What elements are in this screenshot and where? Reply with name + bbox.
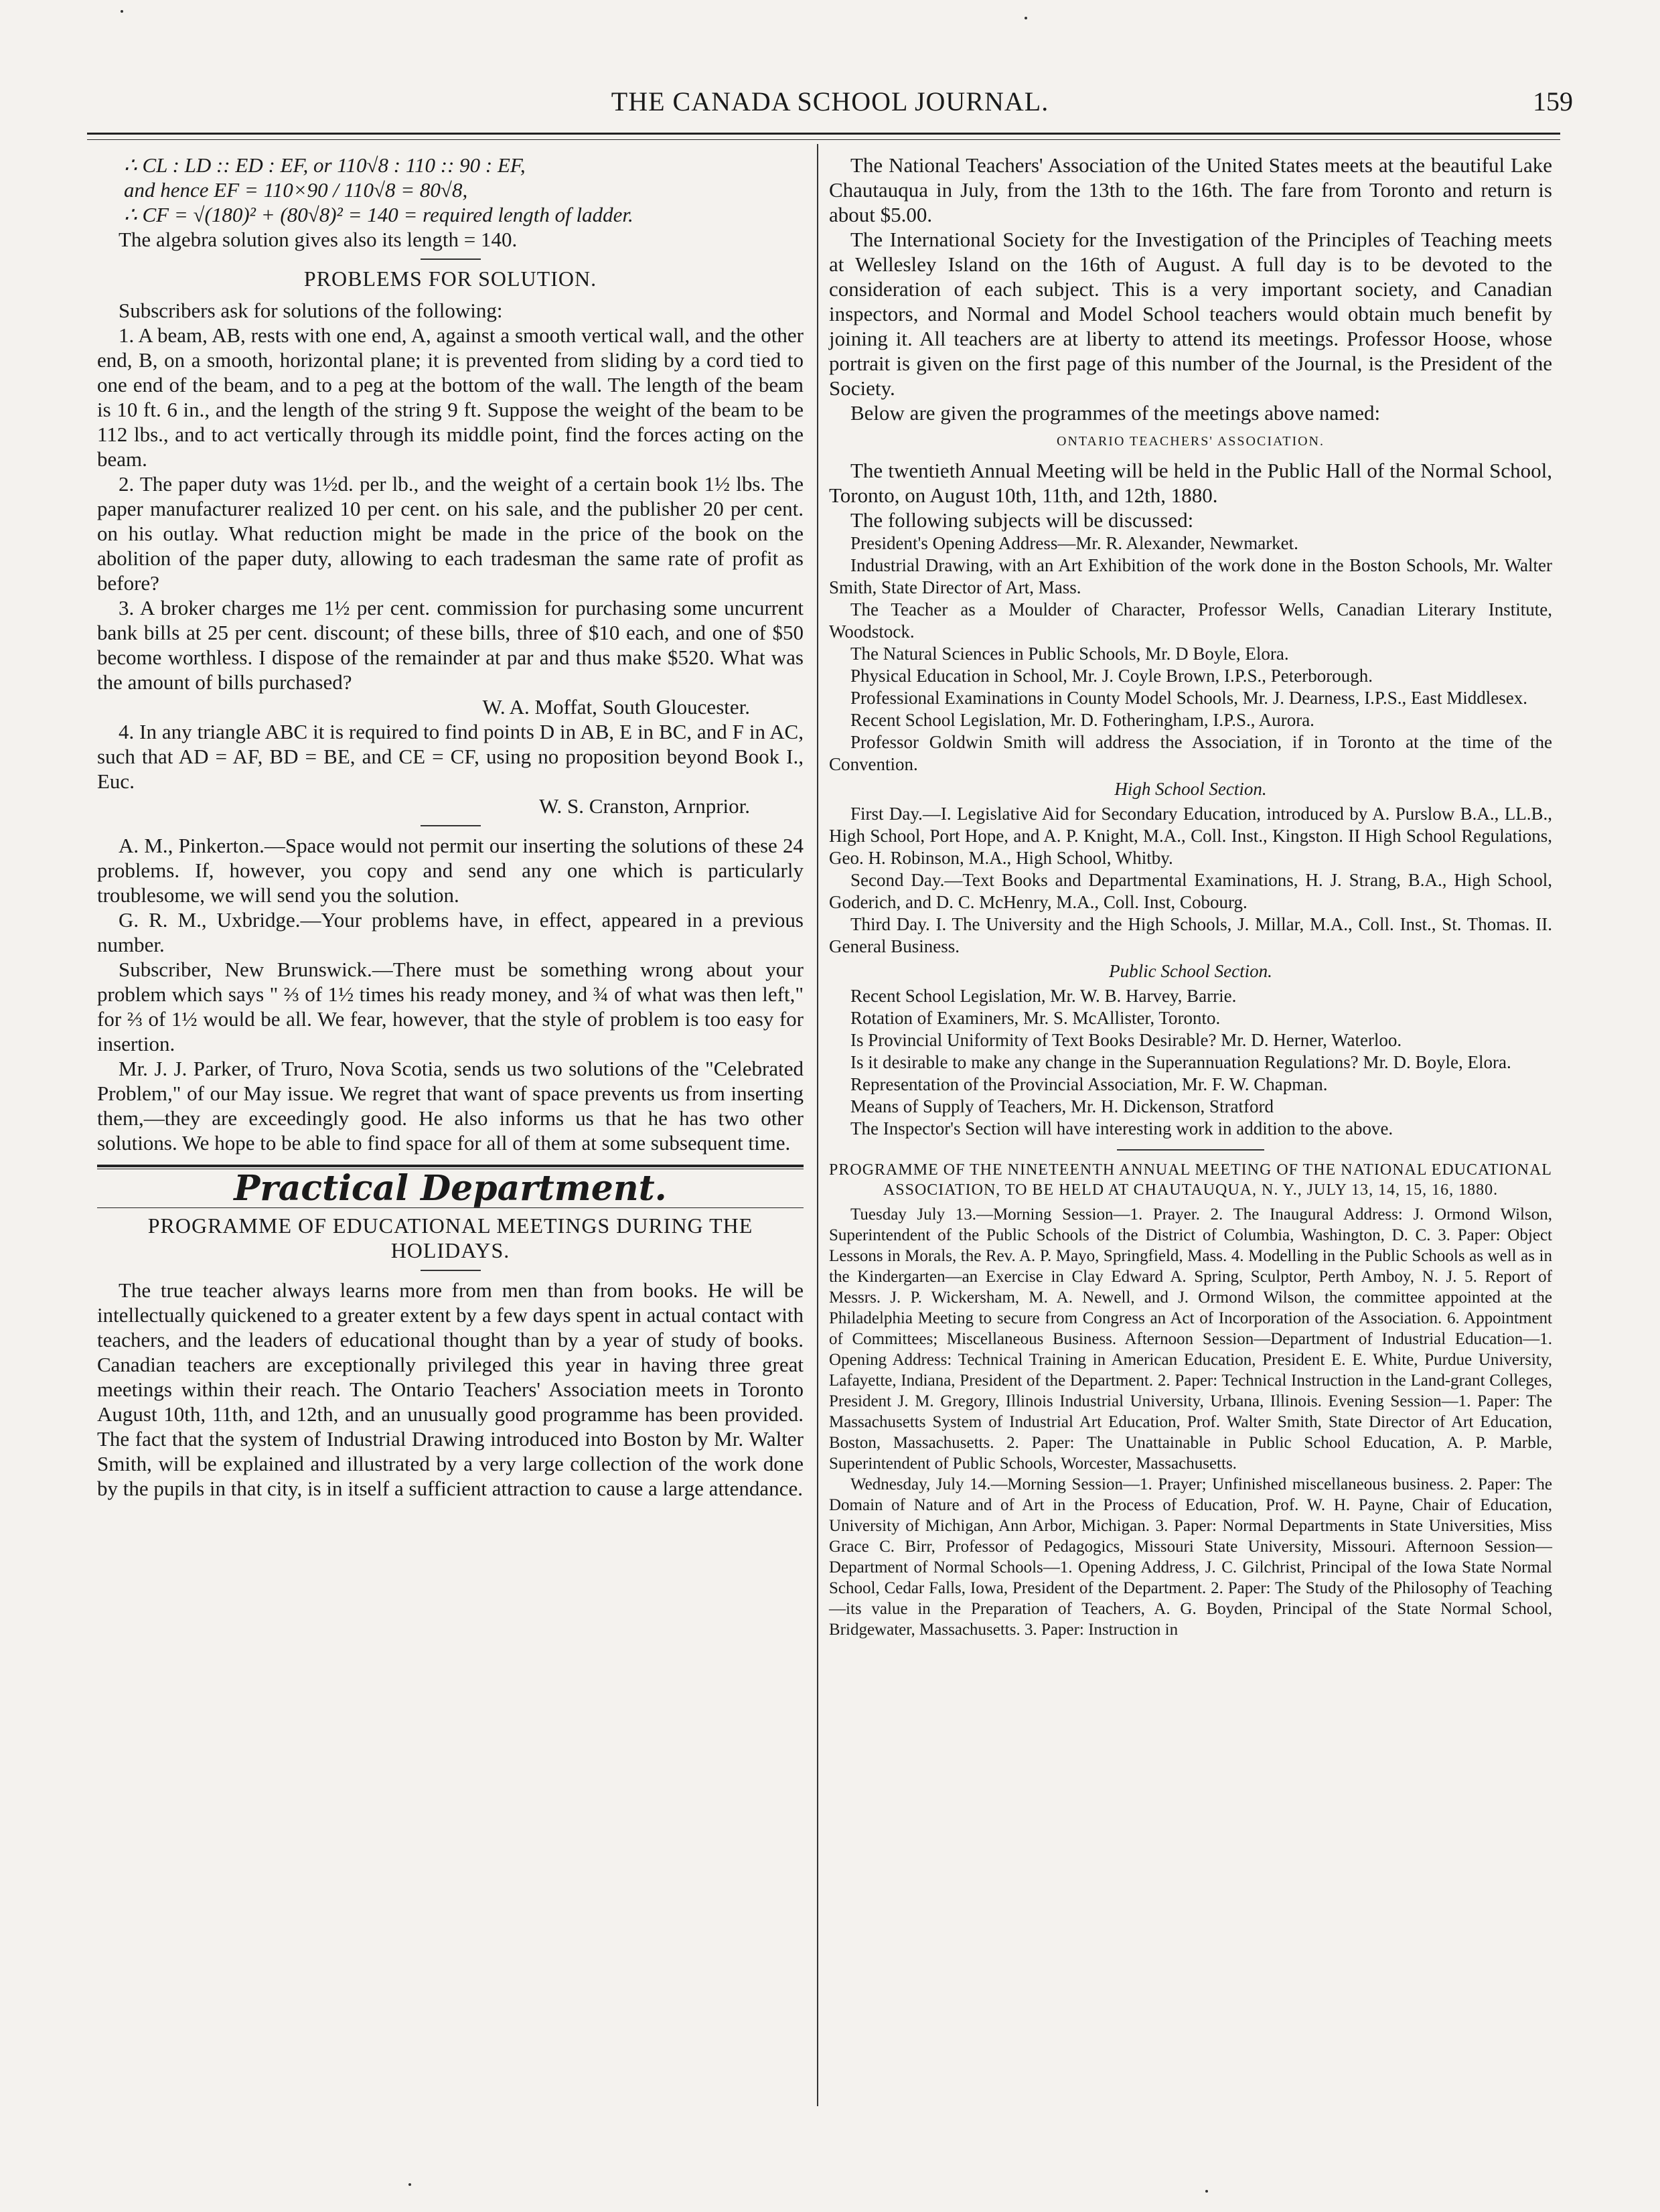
problem-4: 4. In any triangle ABC it is required to find points D in AB, E in BC, and F in AC, such that AD = AF, BD = BE, and CE = CF, using no proposition beyond Book I., Euc. bbox=[97, 720, 804, 793]
ota-meeting: The twentieth Annual Meeting will be held in the Public Hall of the Normal School, Toronto, on August 10th, 11th, and 12th, 1880. bbox=[829, 459, 1552, 507]
subject-item: Professional Examinations in County Model Schools, Mr. J. Dearness, I.P.S., East Middlesex. bbox=[850, 688, 1527, 708]
subject-item: Recent School Legislation, Mr. D. Fotheringham, I.P.S., Aurora. bbox=[850, 710, 1314, 730]
math-line-3: ∴ CF = √(180)² + (80√8)² = 140 = required length of ladder. bbox=[124, 203, 633, 226]
problems-intro: Subscribers ask for solutions of the following: bbox=[119, 299, 503, 322]
problem-2: 2. The paper duty was 1½d. per lb., and the weight of a certain book 1½ lbs. The paper manufacturer realized 10 per cent. on his sale, and the publisher 20 per cent. on his outlay. What reduction might be made in the price of the book on the abolition of the paper duty, allowing to each tradesman the same rate of profit as before? bbox=[97, 472, 804, 595]
international-society-paragraph: The International Society for the Investigation of the Principles of Teaching meets at Wellesley Island on the 16th of August. A full day is to be devoted to the consideration of each subject. This is a very important society, and Canadian inspectors, and Normal and Model School teachers would obtain much benefit by joining it. All teachers are at liberty to attend its meetings. Professor Hoose, whose portrait is given on the first page of this number of the Journal, is the President of the Society. bbox=[829, 228, 1552, 400]
subject-item: Professor Goldwin Smith will address the Association, if in Toronto at the time of the Convention. bbox=[829, 732, 1552, 774]
public-school-heading: Public School Section. bbox=[1109, 961, 1272, 981]
left-column bbox=[97, 153, 804, 1501]
programmes-intro: Below are given the programmes of the meetings above named: bbox=[850, 401, 1381, 425]
column-divider bbox=[817, 144, 818, 2106]
subject-item: Industrial Drawing, with an Art Exhibition of the work done in the Boston Schools, Mr. Walter Smith, State Director of Art, Mass. bbox=[829, 555, 1552, 597]
ps-item: The Inspector's Section will have interesting work in addition to the above. bbox=[850, 1118, 1393, 1138]
high-school-heading: High School Section. bbox=[1114, 779, 1267, 799]
scan-speck bbox=[1025, 17, 1027, 19]
page-number: 159 bbox=[1533, 86, 1573, 117]
hs-item: Third Day. I. The University and the High Schools, J. Millar, M.A., Coll. Inst., St. Thomas. II. General Business. bbox=[829, 914, 1552, 956]
nta-paragraph: The National Teachers' Association of the United States meets at the beautiful Lake Chautauqua in July, from the 13th to the 16th. The fare from Toronto and return is about $5.00. bbox=[829, 153, 1552, 226]
answer-pinkerton: A. M., Pinkerton.—Space would not permit our inserting the solutions of these 24 problems. If, however, you copy and send any one which is particularly troublesome, we will send you the solution. bbox=[97, 834, 804, 907]
scan-speck bbox=[408, 2183, 411, 2186]
header-rule bbox=[87, 133, 1560, 135]
nea-tuesday: Tuesday July 13.—Morning Session—1. Prayer. 2. The Inaugural Address: J. Ormond Wilson, Superintendent of the Public Schools of the District of Columbia, Washington, D. C. 3. Paper: Object Lessons in Morals, the Rev. A. P. Mayo, Springfield, Mass. 4. Modelling in the Public Schools as well as in the Kindergarten—an Exercise in Clay Edward A. Spring, Sculptor, Perth Amboy, N. J. 5. Report of Messrs. J. P. Wickersham, M. A. Newell, and J. Ormond Wilson, the committee appointed at the Philadelphia Meeting to secure from Congress an Act of Incorporation of the Association. 6. Appointment of Committees; Miscellaneous Business. Afternoon Session—Department of Industrial Education—1. Opening Address: Technical Training in American Education, President E. E. White, Purdue University, Lafayette, Indiana, President of the Department. 2. Paper: Technical Instruction in the Land-grant Colleges, President J. M. Gregory, Illinois Industrial University, Urbana, Illinois. Evening Session—1. Paper: The Massachusetts System of Industrial Art Education, Prof. Walter Smith, State Director of Art Education, Boston, Massachusetts. 2. Paper: The Unattainable in Public School Education, A. P. Marble, Superintendent of Public Schools, Worcester, Massachusetts. bbox=[829, 1205, 1552, 1473]
nea-heading: PROGRAMME OF THE NINETEENTH ANNUAL MEETING OF THE NATIONAL EDUCATIONAL ASSOCIATION, TO BE HELD AT CHAUTAUQUA, N. Y., JULY 13, 14, 15, 16, 1880. bbox=[829, 1161, 1552, 1199]
scan-speck bbox=[1205, 2190, 1208, 2193]
problem-4-signature: W. S. Cranston, Arnprior. bbox=[539, 794, 750, 818]
math-line-2: and hence EF = 110×90 / 110√8 = 80√8, bbox=[124, 178, 468, 202]
subject-item: The Natural Sciences in Public Schools, Mr. D Boyle, Elora. bbox=[850, 644, 1289, 664]
ps-item: Is it desirable to make any change in the Superannuation Regulations? Mr. D. Boyle, Elora. bbox=[850, 1052, 1511, 1072]
hs-item: Second Day.—Text Books and Departmental Examinations, H. J. Strang, B.A., High School, Goderich, and D. C. McHenry, M.A., Coll. Inst, Cobourg. bbox=[829, 870, 1552, 912]
department-title: Practical Department. bbox=[234, 1168, 667, 1209]
header-rule-thin bbox=[87, 139, 1560, 140]
nea-wednesday: Wednesday, July 14.—Morning Session—1. Prayer; Unfinished miscellaneous business. 2. Paper: The Domain of Nature and of Art in the Process of Education, Prof. W. H. Payne, Chair of Education, University of Michigan, Ann Arbor, Michigan. 3. Paper: Normal Departments in State Universities, Miss Grace C. Birr, Professor of Pedagogics, Missouri State University, Missouri. Afternoon Session—Department of Normal Schools—1. Opening Address, J. C. Gilchrist, Principal of the Iowa State Normal School, Cedar Falls, Iowa, President of the Department. 2. Paper: The Study of the Philosophy of Teaching—its value in the Preparation of Teachers, A. G. Boyden, Principal of the State Normal School, Bridgewater, Massachusetts. 3. Paper: Instruction in bbox=[829, 1475, 1552, 1639]
answer-parker: Mr. J. J. Parker, of Truro, Nova Scotia, sends us two solutions of the "Celebrated Problem," of our May issue. We regret that want of space prevents us from inserting them,—they are exceedingly good. He also informs us that he has two other solutions. We hope to be able to find space for all of them at some subsequent time. bbox=[97, 1057, 804, 1155]
answer-uxbridge: G. R. M., Uxbridge.—Your problems have, in effect, appeared in a previous number. bbox=[97, 908, 804, 956]
problem-3: 3. A broker charges me 1½ per cent. commission for purchasing some uncurrent bank bills at 25 per cent. discount; of these bills, three of $10 each, and one of $50 become worthless. I dispose of the remainder at par and thus make $520. What was the amount of bills purchased? bbox=[97, 596, 804, 694]
subject-item: The Teacher as a Moulder of Character, Professor Wells, Canadian Literary Institute, Woodstock. bbox=[829, 599, 1552, 642]
ps-item: Representation of the Provincial Association, Mr. F. W. Chapman. bbox=[850, 1074, 1328, 1094]
page-header bbox=[0, 80, 1660, 127]
ps-item: Is Provincial Uniformity of Text Books Desirable? Mr. D. Herner, Waterloo. bbox=[850, 1030, 1402, 1050]
divider bbox=[1117, 1149, 1264, 1151]
problem-3-signature: W. A. Moffat, South Gloucester. bbox=[482, 695, 750, 719]
ota-subjects-intro: The following subjects will be discussed: bbox=[850, 508, 1194, 532]
answer-new-brunswick: Subscriber, New Brunswick.—There must be something wrong about your problem which says " ⅔ of 1½ times his ready money, and ¾ of what was then left," for ⅔ of 1½ would be all. We fear, however, that the style of problem is too easy for insertion. bbox=[97, 958, 804, 1055]
divider bbox=[421, 259, 481, 260]
section-rule bbox=[97, 1165, 804, 1167]
ps-item: Recent School Legislation, Mr. W. B. Harvey, Barrie. bbox=[850, 986, 1237, 1006]
programme-heading: PROGRAMME OF EDUCATIONAL MEETINGS DURING THE HOLIDAYS. bbox=[147, 1213, 753, 1262]
algebra-note: The algebra solution gives also its length = 140. bbox=[119, 228, 518, 251]
journal-title: THE CANADA SCHOOL JOURNAL. bbox=[611, 86, 1049, 117]
ps-item: Means of Supply of Teachers, Mr. H. Dickenson, Stratford bbox=[850, 1096, 1274, 1116]
hs-item: First Day.—I. Legislative Aid for Secondary Education, introduced by A. Purslow B.A., LL.B., High School, Port Hope, and A. P. Knight, M.A., Coll. Inst., Kingston. II High School Regulations, Geo. H. Robinson, M.A., High School, Whitby. bbox=[829, 804, 1552, 868]
subject-item: President's Opening Address—Mr. R. Alexander, Newmarket. bbox=[850, 533, 1298, 553]
math-line-1: ∴ CL : LD :: ED : EF, or 110√8 : 110 :: 90 : EF, bbox=[124, 153, 526, 177]
problem-1: 1. A beam, AB, rests with one end, A, against a smooth vertical wall, and the other end, B, on a smooth, horizontal plane; it is prevented from sliding by a cord tied to one end of the beam, and to a peg at the bottom of the wall. The length of the beam is 10 ft. 6 in., and the length of the string 9 ft. Suppose the weight of the beam to be 112 lbs., and to act vertically through its middle point, find the forces acting on the beam. bbox=[97, 323, 804, 471]
ota-heading: ONTARIO TEACHERS' ASSOCIATION. bbox=[1057, 434, 1325, 449]
subject-item: Physical Education in School, Mr. J. Coyle Brown, I.P.S., Peterborough. bbox=[850, 666, 1373, 686]
programme-text: The true teacher always learns more from men than from books. He will be intellectually quickened to a greater extent by a few days spent in actual contact with teachers, and the leaders of educational thought than by a year of study of books. Canadian teachers are exceptionally privileged this year in having three great meetings within their reach. The Ontario Teachers' Association meets in Toronto August 10th, 11th, and 12th, and an unusually good programme has been provided. The fact that the system of Industrial Drawing introduced into Boston by Mr. Walter Smith, will be explained and illustrated by a very large collection of the work done by the pupils in that city, is in itself a sufficient attraction to cause a large attendance. bbox=[97, 1278, 804, 1500]
ps-item: Rotation of Examiners, Mr. S. McAllister, Toronto. bbox=[850, 1008, 1221, 1028]
divider bbox=[421, 825, 481, 826]
right-column bbox=[829, 153, 1552, 1640]
scan-speck bbox=[121, 10, 123, 13]
problems-heading: PROBLEMS FOR SOLUTION. bbox=[303, 267, 597, 291]
divider bbox=[421, 1270, 481, 1271]
